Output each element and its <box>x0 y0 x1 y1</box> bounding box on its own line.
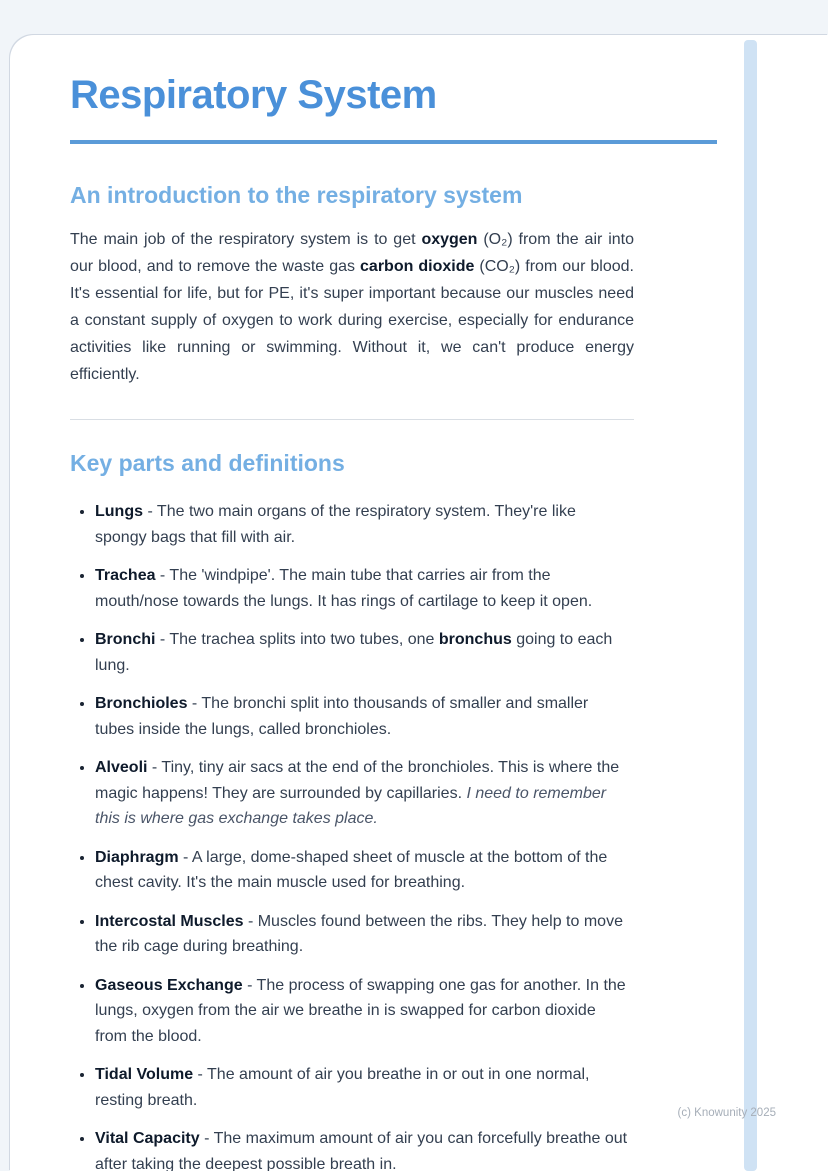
section-divider <box>70 419 634 420</box>
scrollbar[interactable] <box>744 40 757 1171</box>
copyright: (c) Knowunity 2025 <box>677 1107 776 1119</box>
intro-heading: An introduction to the respiratory system <box>70 182 523 208</box>
list-item: • Alveoli - Tiny, tiny air sacs at the end of the bronchioles. This is where the magic happens! They are surrounded by capillaries. I need to remember this is where gas exchange takes place. <box>95 755 630 832</box>
list-item: • Vital Capacity - The maximum amount of air you can forcefully breathe out after taking the deepest possible breath in. <box>95 1126 630 1171</box>
list-item: • Tidal Volume - The amount of air you breathe in or out in one normal, resting breath. <box>95 1062 630 1113</box>
document-content <box>10 35 828 1171</box>
key-parts-heading: Key parts and definitions <box>70 450 345 476</box>
intro-paragraph: The main job of the respiratory system is to get oxygen (O₂) from the air into our blood, and to remove the waste gas carbon dioxide (CO₂) from our blood. It's essential for life, but for PE, it's super important because our muscles need a constant supply of oxygen to work during exercise, especially for endurance activities like running or swimming. Without it, we can't produce energy efficiently. <box>70 231 635 383</box>
document-page <box>10 35 828 1171</box>
list-item: • Bronchioles - The bronchi split into thousands of smaller and smaller tubes inside the lungs, called bronchioles. <box>95 691 630 742</box>
list-item: • Gaseous Exchange - The process of swapping one gas for another. In the lungs, oxygen from the air we breathe in is swapped for carbon dioxide from the blood. <box>95 973 630 1050</box>
list-item: • Lungs - The two main organs of the respiratory system. They're like spongy bags that fill with air. <box>95 499 630 550</box>
list-item: • Intercostal Muscles - Muscles found between the ribs. They help to move the rib cage during breathing. <box>95 909 630 960</box>
key-parts-list <box>70 499 630 1171</box>
page-title: Respiratory System <box>70 73 437 117</box>
list-item: • Bronchi - The trachea splits into two tubes, one bronchus going to each lung. <box>95 627 630 678</box>
title-underline <box>70 140 717 144</box>
intro-section <box>70 226 634 388</box>
list-item: • Diaphragm - A large, dome-shaped sheet of muscle at the bottom of the chest cavity. It's the main muscle used for breathing. <box>95 845 630 896</box>
list-item: • Trachea - The 'windpipe'. The main tube that carries air from the mouth/nose towards the lungs. It has rings of cartilage to keep it open. <box>95 563 630 614</box>
